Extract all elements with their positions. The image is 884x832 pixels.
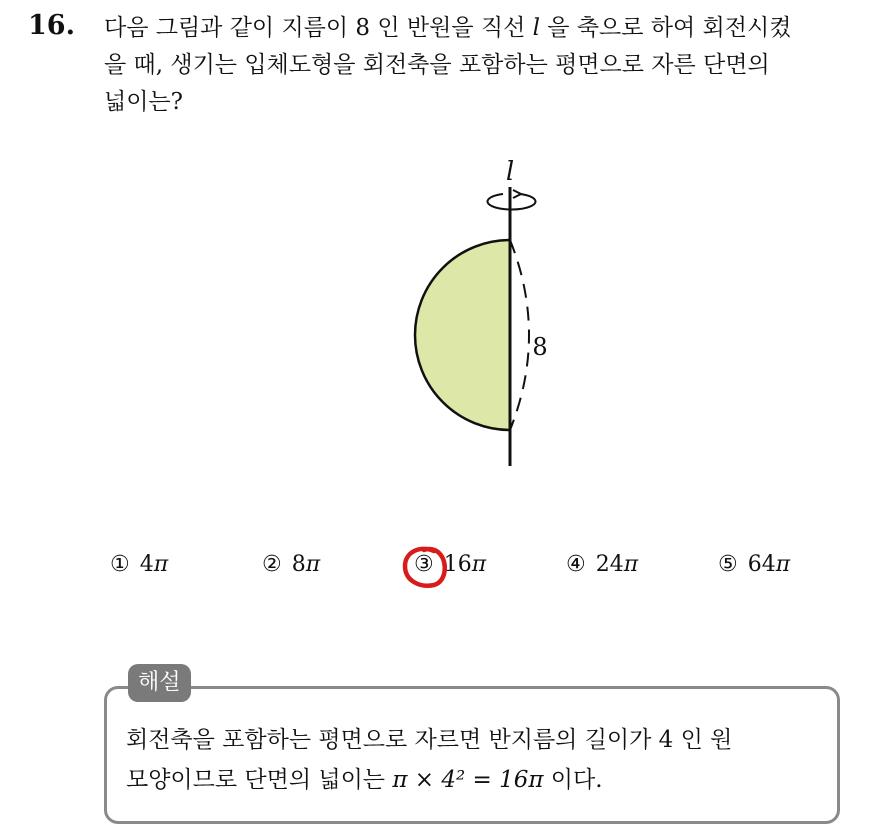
solution-line-2 (126, 760, 836, 800)
choice-4-mark: ④ (566, 552, 586, 577)
choice-1-mark: ① (110, 552, 130, 577)
choice-3-mark: ③ (414, 552, 434, 577)
diameter-label: 8 (532, 333, 548, 361)
choice-5[interactable] (718, 552, 790, 577)
choice-2-mark: ② (262, 552, 282, 577)
solution-formula: π × 4² = 16π (392, 767, 544, 793)
choice-5-value: 64 (747, 552, 776, 577)
stem-line-1-rest: 을 축으로 하여 회전시켰 (547, 15, 792, 41)
choice-5-pi: π (775, 552, 791, 577)
rotation-arrow-icon (488, 194, 536, 209)
rotation-arrowhead-icon (513, 190, 521, 198)
choice-2-pi: π (305, 552, 321, 577)
solution-line-1: 회전축을 포함하는 평면으로 자르면 반지름의 길이가 4 인 원 (126, 727, 733, 753)
question-number: 16. (28, 10, 75, 41)
stem-line-2: 을 때, 생기는 입체도형을 회전축을 포함하는 평면으로 자른 단면의 (104, 52, 770, 78)
stem-line-3: 넓이는? (104, 89, 183, 115)
stem-line-1-text: 다음 그림과 같이 지름이 8 인 반원을 직선 (104, 15, 526, 41)
solution-line-2-a: 모양이므로 단면의 넓이는 (126, 767, 386, 793)
choice-1-pi: π (153, 552, 169, 577)
solution-text (126, 720, 836, 800)
choice-5-mark: ⑤ (718, 552, 738, 577)
choice-4-value: 24 (595, 552, 624, 577)
choice-3-pi: π (471, 552, 487, 577)
choice-1-value: 4 (139, 552, 154, 577)
stem-line-1 (104, 10, 864, 47)
axis-label-l: l (505, 157, 515, 187)
choice-3-value: 16 (443, 552, 472, 577)
choice-4-pi: π (623, 552, 639, 577)
choice-1[interactable] (110, 552, 168, 577)
choice-4[interactable] (566, 552, 638, 577)
choice-2-value: 8 (291, 552, 306, 577)
answer-choices (110, 552, 870, 586)
semicircle-shape (415, 240, 510, 430)
choice-2[interactable] (262, 552, 320, 577)
stem-variable-l: l (532, 15, 540, 41)
solution-line-2-b: 이다. (550, 767, 603, 793)
diameter-dashed-arc (510, 240, 529, 430)
question-stem (104, 10, 864, 121)
solution-tab: 해설 (128, 664, 191, 702)
choice-3[interactable] (414, 552, 486, 577)
